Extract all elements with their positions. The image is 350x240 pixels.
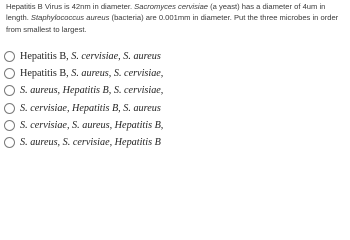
organism-name-yeast: Sacromyces cervisiae bbox=[134, 2, 209, 11]
radio-button[interactable] bbox=[4, 68, 15, 79]
option-italic-part: S. cervisiae, S. aureus, Hepatitis B, bbox=[20, 119, 164, 131]
answer-option-6[interactable] bbox=[4, 134, 163, 151]
question-part-1: Hepatitis B Virus is 42nm in diameter. bbox=[6, 2, 135, 11]
option-italic-part: S. aureus, S. cervisiae, Hepatitis B bbox=[20, 137, 161, 149]
radio-button[interactable] bbox=[4, 51, 15, 62]
option-italic-part: S. aureus, S. cervisiae, bbox=[71, 68, 164, 80]
answer-option-label[interactable] bbox=[20, 85, 163, 96]
question-text bbox=[6, 1, 346, 35]
question-part-2: (a yeast) has a diameter of 4um in length. bbox=[6, 2, 326, 23]
radio-button[interactable] bbox=[4, 85, 15, 96]
answer-option-label[interactable] bbox=[20, 51, 161, 62]
option-first-part: Hepatitis B, bbox=[20, 51, 72, 63]
radio-button[interactable] bbox=[4, 120, 15, 131]
answer-option-label[interactable] bbox=[20, 120, 163, 131]
answer-option-label[interactable] bbox=[20, 137, 161, 148]
answer-option-label[interactable] bbox=[20, 68, 163, 79]
answer-option-label[interactable] bbox=[20, 103, 161, 114]
radio-button[interactable] bbox=[4, 137, 15, 148]
option-first-part: Hepatitis B, bbox=[20, 68, 72, 80]
answer-option-3[interactable] bbox=[4, 82, 163, 99]
option-italic-part: S. cervisiae, S. aureus bbox=[71, 51, 161, 63]
organism-name-bacteria: Staphylococcus aureus bbox=[30, 13, 110, 23]
answer-option-2[interactable] bbox=[4, 65, 163, 82]
answer-options-list bbox=[4, 48, 163, 151]
answer-option-4[interactable] bbox=[4, 100, 163, 117]
answer-option-5[interactable] bbox=[4, 117, 163, 134]
option-italic-part: S. aureus, Hepatitis B, S. cervisiae, bbox=[20, 85, 164, 97]
answer-option-1[interactable] bbox=[4, 48, 163, 65]
question-part-3: (bacteria) are 0.001mm in diameter. Put the three microbes in order from smallest to largest. bbox=[6, 13, 339, 34]
option-italic-part: S. cervisiae, Hepatitis B, S. aureus bbox=[20, 102, 161, 114]
radio-button[interactable] bbox=[4, 103, 15, 114]
